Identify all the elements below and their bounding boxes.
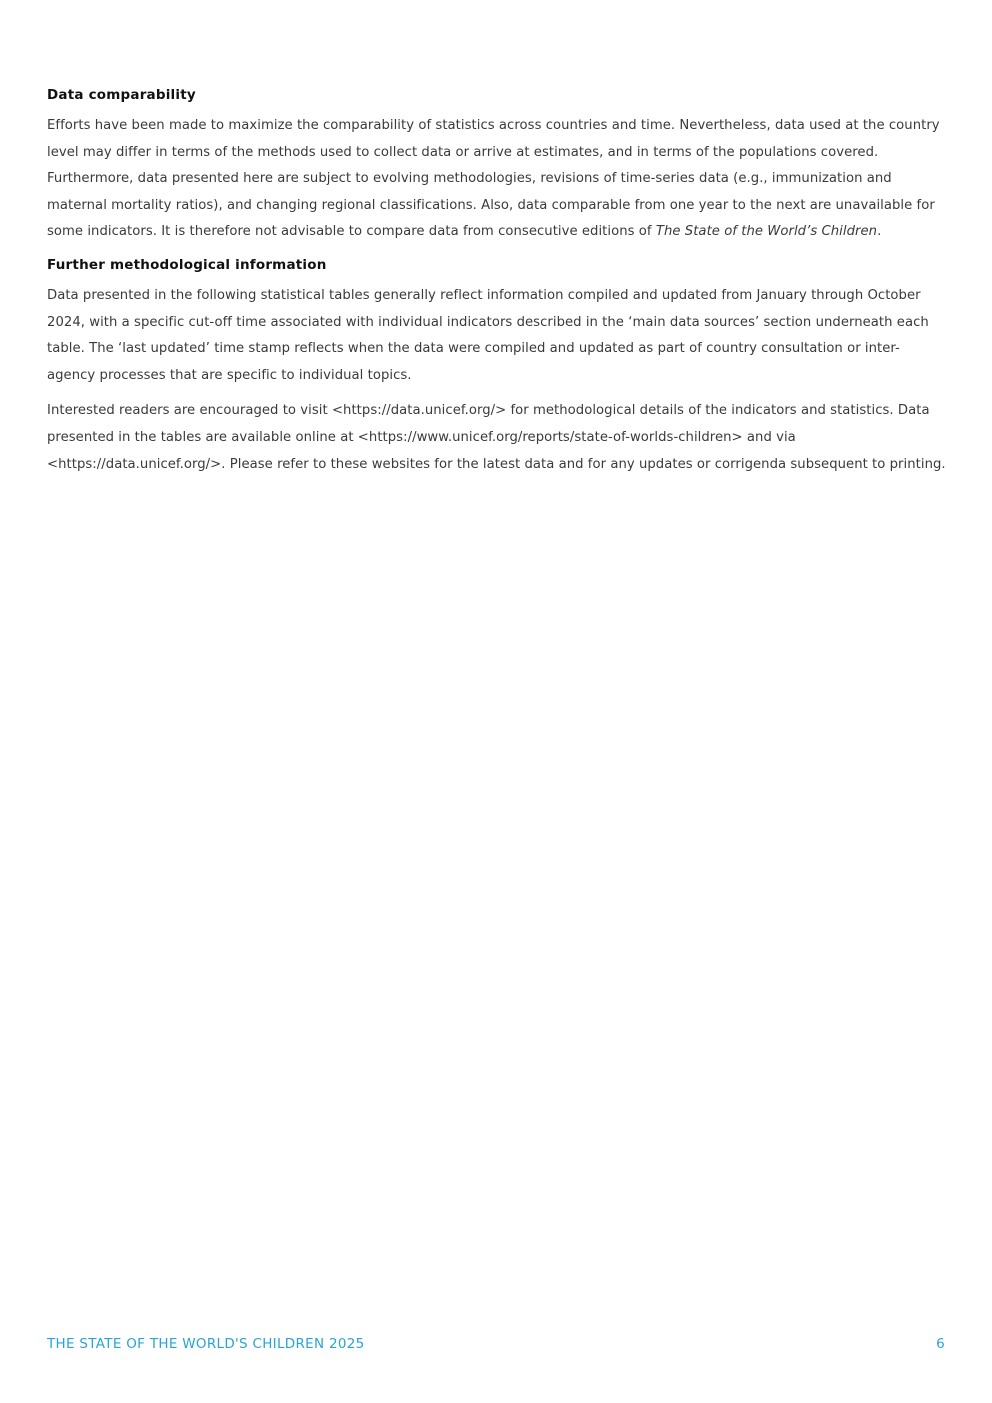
section-heading: Data comparability <box>47 87 196 103</box>
paragraph-text: Interested readers are encouraged to visit <https://data.unicef.org/> for methodological details of the indicators and statistics. Data presented in the tables are available online at <https://www.unicef.org/reports/state-of-worlds-children> and via <https://data.unicef.org/>. Please refer to these websites for the latest data and for any updates or corrigenda subsequent to printing. <box>47 403 946 472</box>
paragraph-text: Efforts have been made to maximize the comparability of statistics across countries and time. Nevertheless, data used at the country level may differ in terms of the methods used to collect data or arrive at estimates, and in terms of the populations covered. Furthermore, data presented here are subject to evolving methodologies, revisions of time-series data (e.g., immunization and maternal mortality ratios), and changing regional classifications. Also, data comparable from one year to the next are unavailable for some indicators. It is therefore not advisable to compare data from consecutive editions of <box>47 118 940 240</box>
publication-title: The State of the World’s Children <box>655 224 878 240</box>
section-further-methodological-information <box>47 255 947 478</box>
section-heading: Further methodological information <box>47 256 327 273</box>
paragraph <box>47 398 947 478</box>
paragraph <box>47 113 947 246</box>
paragraph-text: Data presented in the following statistical tables generally reflect information compiled and updated from January through October 2024, with a specific cut-off time associated with individual indicators described in the ‘main data sources’ section underneath each table. The ‘last updated’ time stamp reflects when the data were compiled and updated as part of country consultation or inter-agency processes that are specific to individual topics. <box>47 287 929 383</box>
paragraph <box>47 283 947 389</box>
page-content <box>47 85 947 487</box>
paragraph-text-end: . <box>877 224 882 240</box>
footer-title: THE STATE OF THE WORLD'S CHILDREN 2025 <box>47 1336 365 1352</box>
page-number: 6 <box>936 1336 945 1352</box>
section-data-comparability <box>47 85 947 246</box>
page-footer <box>47 1336 945 1352</box>
